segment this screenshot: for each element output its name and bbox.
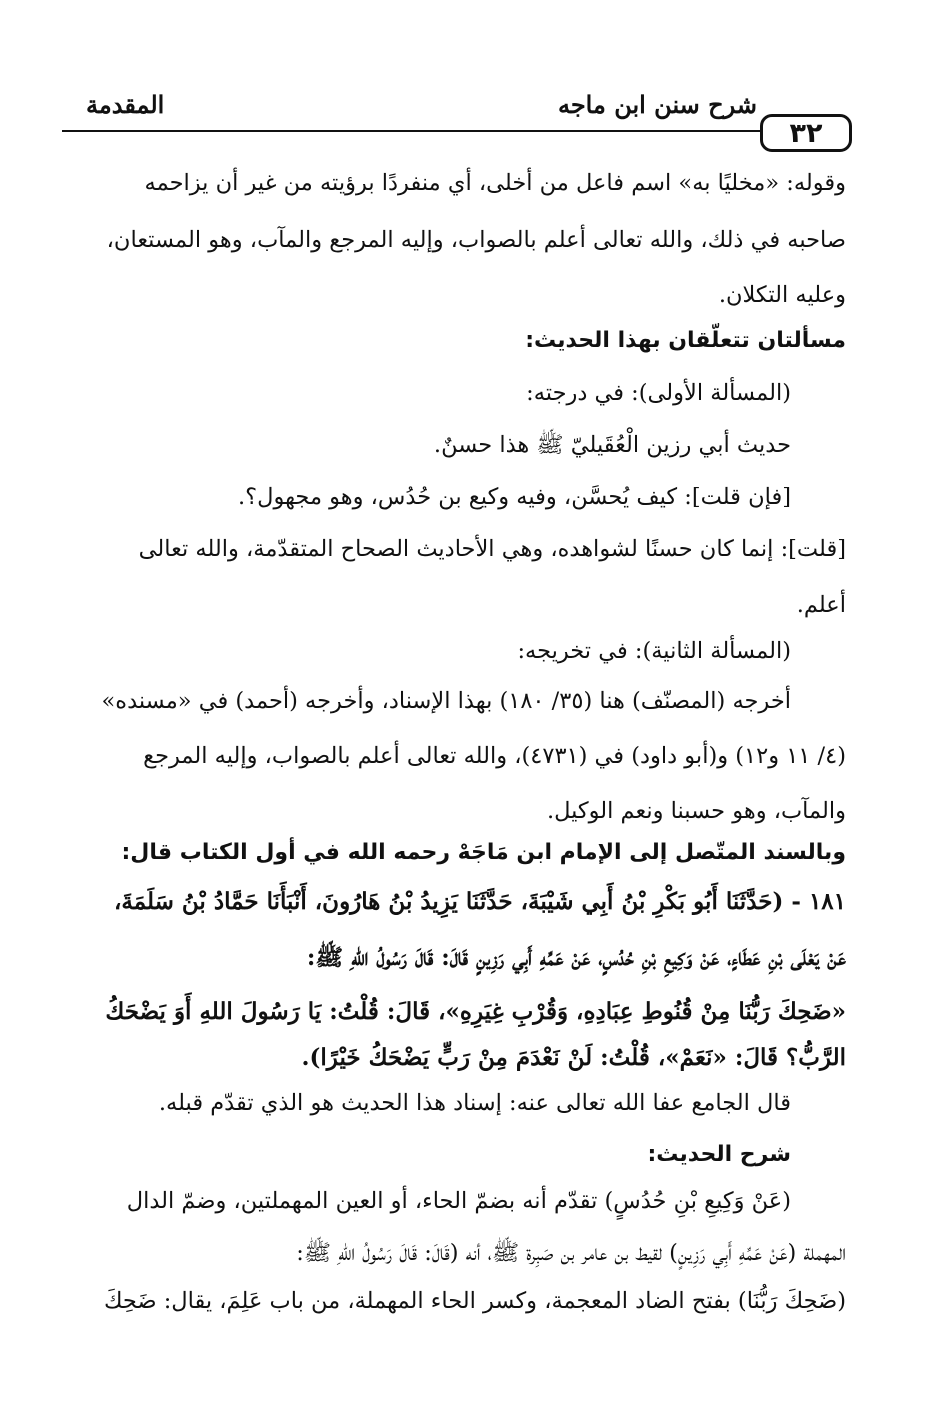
section-heading: شرح الحديث: (647, 1142, 791, 1167)
text-line: المهملة (عَنْ عَمِّهِ أَبِي رَزِينٍ) لقيط بن عامر بن صَبِرة ﷺ، أنه (قَالَ: قَالَ رَسُولُ اللهِ ﷺ: (296, 1240, 846, 1266)
hadith-line: ١٨١ - (حَدَّثَنَا أَبُو بَكْرِ بْنُ أَبِي شَيْبَةَ، حَدَّثَنَا يَزِيدُ بْنُ هَارُونَ، أَنْبَأَنَا حَمَّادُ بْنُ سَلَمَةَ، (113, 888, 846, 915)
text-line: صاحبه في ذلك، والله تعالى أعلم بالصواب، وإليه المرجع والمآب، وهو المستعان، (106, 227, 846, 253)
text-line: والمآب، وهو حسبنا ونعم الوكيل. (546, 798, 846, 824)
page-number: ٣٢ (760, 114, 852, 152)
text-line: أعلم. (796, 592, 846, 618)
header-rule (62, 130, 763, 132)
section-heading: وبالسند المتّصل إلى الإمام ابن مَاجَهْ رحمه الله في أول الكتاب قال: (121, 840, 846, 865)
page-header (62, 84, 852, 158)
hadith-line: «ضَحِكَ رَبُّنَا مِنْ قُنُوطِ عِبَادِهِ، وَقُرْبِ غِيَرِهِ»، قَالَ: قُلْتُ: يَا رَسُولَ اللهِ أَوَ يَضْحَكُ (105, 998, 846, 1025)
text-line: (المسألة الأولى): في درجته: (526, 380, 791, 406)
text-line: حديث أبي رزين الْعُقَيليّ ﷺ هذا حسنٌ. (433, 432, 791, 458)
text-line: (عَنْ وَكِيعِ بْنِ حُدُسٍ) تقدّم أنه بضمّ الحاء، أو العين المهملتين، وضمّ الدال (126, 1188, 791, 1214)
hadith-line: الرَّبُّ؟ قَالَ: «نَعَمْ»، قُلْتُ: لَنْ نَعْدَمَ مِنْ رَبٍّ يَضْحَكُ خَيْرًا). (301, 1044, 846, 1071)
section-title: المقدمة (86, 90, 165, 119)
text-line: قال الجامع عفا الله تعالى عنه: إسناد هذا الحديث هو الذي تقدّم قبله. (158, 1090, 791, 1116)
text-line: أخرجه (المصنّف) هنا (٣٥/ ١٨٠) بهذا الإسناد، وأخرجه (أحمد) في «مسنده» (101, 688, 791, 714)
text-line: [فإن قلت]: كيف يُحسَّن، وفيه وكيع بن حُدُس، وهو مجهول؟. (238, 484, 791, 510)
text-line: وقوله: «مخليًا به» اسم فاعل من أخلى، أي منفردًا برؤيته من غير أن يزاحمه (144, 170, 846, 196)
text-line: [قلت]: إنما كان حسنًا لشواهده، وهي الأحاديث الصحاح المتقدّمة، والله تعالى (138, 536, 846, 562)
text-line: (المسألة الثانية): في تخريجه: (517, 638, 791, 664)
book-title: شرح سنن ابن ماجه (557, 90, 757, 119)
text-line: (٤/ ١١ و١٢) و(أبو داود) في (٤٧٣١)، والله تعالى أعلم بالصواب، وإليه المرجع (143, 743, 846, 769)
hadith-line: عَنْ يَعْلَى بْنِ عَطَاءٍ، عَنْ وَكِيعِ بْنِ حُدُسٍ، عَنْ عَمِّهِ أَبِي رَزِينٍ قَالَ: قَالَ رَسُولُ اللهِ ﷺ: (306, 944, 846, 971)
section-heading: مسألتان تتعلّقان بهذا الحديث: (525, 328, 846, 353)
text-line: (ضَحِكَ رَبُّنَا) بفتح الضاد المعجمة، وكسر الحاء المهملة، من باب عَلِمَ، يقال: ضَحِكَ (103, 1288, 846, 1314)
text-line: وعليه التكلان. (718, 282, 846, 308)
